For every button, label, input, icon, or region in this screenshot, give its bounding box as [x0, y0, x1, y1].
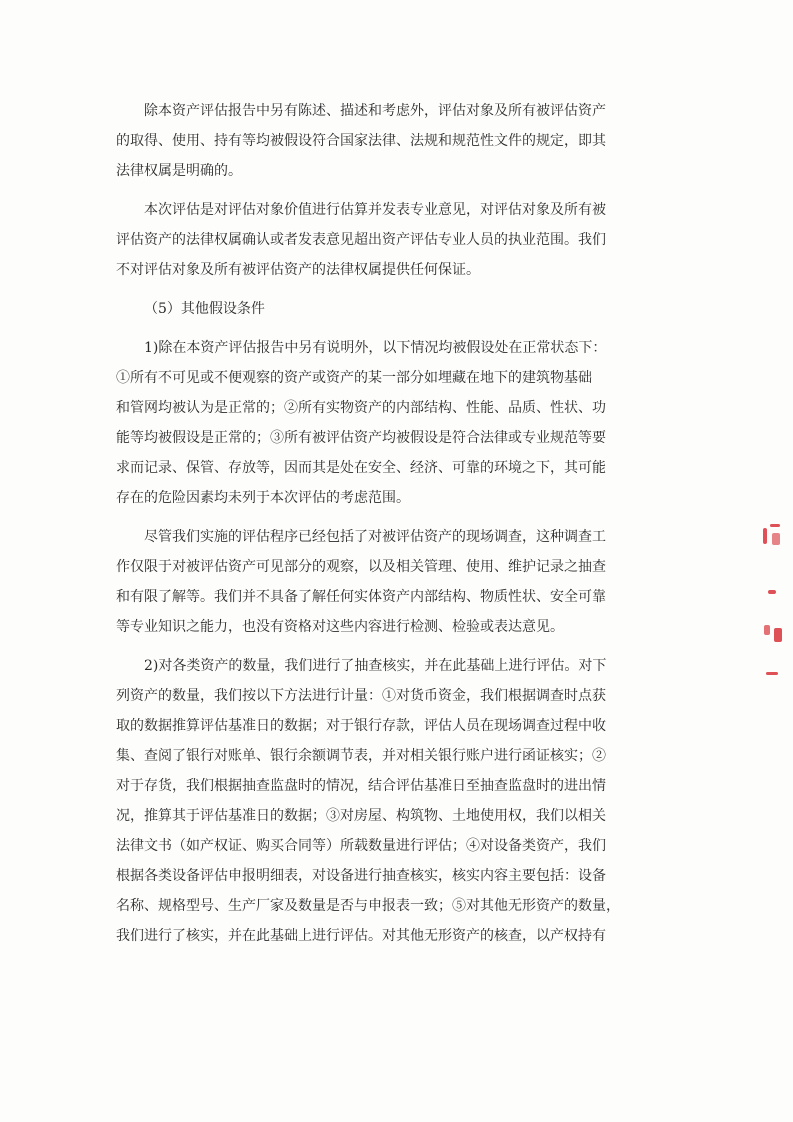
section-heading — [116, 294, 589, 324]
text-line: 况，推算其于评估基准日的数据；③对房屋、构筑物、土地使用权，我们以相关 — [116, 808, 606, 824]
text-line: ①所有不可见或不便观察的资产或资产的某一部分如埋藏在地下的建筑物基础 — [116, 370, 592, 386]
text-line: 法律文书（如产权证、购买合同等）所载数量进行评估；④对设备类资产，我们 — [116, 838, 606, 854]
text-line: 尽管我们实施的评估程序已经包括了对被评估资产的现场调查，这种调查工 — [144, 529, 606, 545]
text-line: 1)除在本资产评估报告中另有说明外，以下情况均被假设处在正常状态下： — [144, 340, 607, 356]
text-line: 和有限了解等。我们并不具备了解任何实体资产内部结构、物质性状、安全可靠 — [116, 589, 606, 605]
text-line: 的取得、使用、持有等均被假设符合国家法律、法规和规范性文件的规定，即其 — [116, 133, 606, 149]
text-line: 名称、规格型号、生产厂家及数量是否与申报表一致；⑤对其他无形资产的数量， — [116, 898, 620, 914]
paragraph — [116, 651, 620, 951]
paragraph — [116, 333, 607, 513]
text-line: 本次评估是对评估对象价值进行估算并发表专业意见，对评估对象及所有被 — [144, 202, 606, 218]
text-line: 求而记录、保管、存放等，因而其是处在安全、经济、可靠的环境之下，其可能 — [116, 460, 606, 476]
text-line: 能等均被假设是正常的；③所有被评估资产均被假设是符合法律或专业规范等要 — [116, 430, 606, 446]
text-line: 等专业知识之能力，也没有资格对这些内容进行检测、检验或表达意见。 — [116, 619, 564, 635]
text-line: 我们进行了核实，并在此基础上进行评估。对其他无形资产的核查，以产权持有 — [116, 928, 606, 944]
paragraph — [116, 522, 606, 642]
text-line: 除本资产评估报告中另有陈述、描述和考虑外，评估对象及所有被评估资产 — [144, 103, 606, 119]
text-line: 列资产的数量，我们按以下方法进行计量：①对货币资金，我们根据调查时点获 — [116, 688, 606, 704]
text-line: 评估资产的法律权属确认或者发表意见超出资产评估专业人员的执业范围。我们 — [116, 232, 606, 248]
text-line: 2)对各类资产的数量，我们进行了抽查核实，并在此基础上进行评估。对下 — [144, 658, 607, 674]
text-line: 不对评估对象及所有被评估资产的法律权属提供任何保证。 — [116, 262, 480, 278]
text-line: 取的数据推算评估基准日的数据；对于银行存款，评估人员在现场调查过程中收 — [116, 718, 606, 734]
paragraph — [116, 195, 606, 285]
text-line: 对于存货，我们根据抽查监盘时的情况，结合评估基准日至抽查监盘时的进出情 — [116, 778, 606, 794]
text-line: 集、查阅了银行对账单、银行余额调节表，并对相关银行账户进行函证核实；② — [116, 748, 606, 764]
text-line: 根据各类设备评估申报明细表，对设备进行抽查核实，核实内容主要包括：设备 — [116, 868, 606, 884]
paragraph — [116, 96, 606, 186]
text-line: 作仅限于对被评估资产可见部分的观察，以及相关管理、使用、维护记录之抽查 — [116, 559, 606, 575]
text-line: 法律权属是明确的。 — [116, 163, 242, 179]
text-line: 存在的危险因素均未列于本次评估的考虑范围。 — [116, 490, 410, 506]
text-line: 和管网均被认为是正常的；②所有实物资产的内部结构、性能、品质、性状、功 — [116, 400, 606, 416]
document-body — [116, 96, 620, 960]
text-line: （5）其他假设条件 — [144, 301, 265, 317]
